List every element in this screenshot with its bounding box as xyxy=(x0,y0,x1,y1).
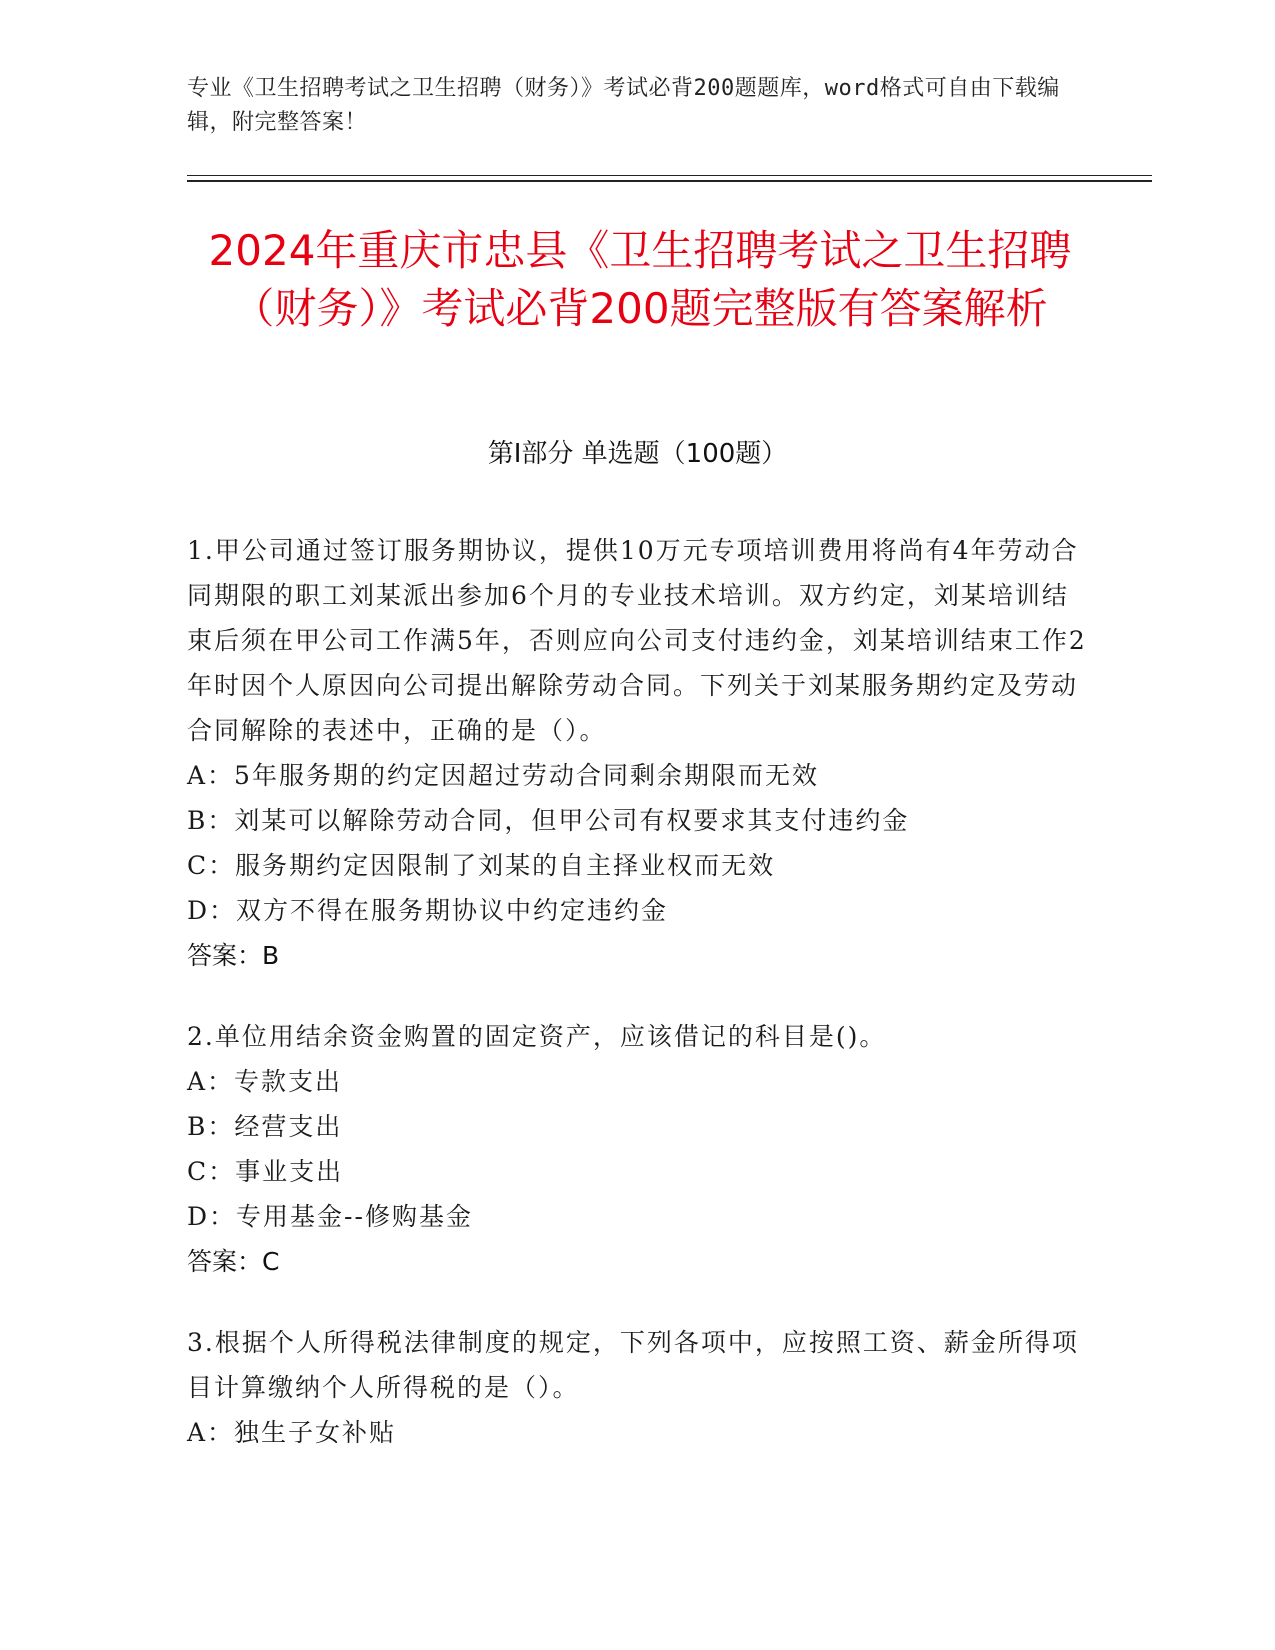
question-stem: 3.根据个人所得税法律制度的规定，下列各项中，应按照工资、薪金所得项目计算缴纳个人所得税的是（）。 xyxy=(187,1328,1079,1402)
answer: 答案：B xyxy=(187,941,280,970)
option-d: D：双方不得在服务期协议中约定违约金 xyxy=(187,896,669,925)
section-heading: 第Ⅰ部分 单选题（100题） xyxy=(487,439,788,469)
question-stem: 2.单位用结余资金购置的固定资产，应该借记的科目是()。 xyxy=(187,1022,887,1051)
header-divider-thick xyxy=(187,180,1152,182)
option-a: A：独生子女补贴 xyxy=(187,1418,397,1447)
document-title: 2024年重庆市忠县《卫生招聘考试之卫生招聘（财务）》考试必背200题完整版有答案解析 xyxy=(208,226,1072,333)
option-a: A：专款支出 xyxy=(187,1067,343,1096)
question-stem: 1.甲公司通过签订服务期协议，提供10万元专项培训费用将尚有4年劳动合同期限的职工刘某派出参加6个月的专业技术培训。双方约定，刘某培训结束后须在甲公司工作满5年，否则应向公司支付违约金，刘某培训结束工作2年时因个人原因向公司提出解除劳动合同。下列关于刘某服务期约定及劳动合同解除的表述中，正确的是（）。 xyxy=(187,536,1087,745)
question-2 xyxy=(187,1014,1087,1284)
question-list xyxy=(187,528,1087,1491)
header-note: 专业《卫生招聘考试之卫生招聘（财务）》考试必背200题题库，word格式可自由下载编辑，附完整答案！ xyxy=(187,76,1060,135)
question-3 xyxy=(187,1320,1087,1455)
option-b: B：刘某可以解除劳动合同，但甲公司有权要求其支付违约金 xyxy=(187,806,910,835)
option-c: C：服务期约定因限制了刘某的自主择业权而无效 xyxy=(187,851,776,880)
question-1 xyxy=(187,528,1087,978)
option-a: A：5年服务期的约定因超过劳动合同剩余期限而无效 xyxy=(187,761,819,790)
option-b: B：经营支出 xyxy=(187,1112,343,1141)
option-d: D：专用基金--修购基金 xyxy=(187,1202,473,1231)
answer: 答案：C xyxy=(187,1247,280,1276)
header-divider-thin xyxy=(187,175,1152,176)
option-c: C：事业支出 xyxy=(187,1157,344,1186)
